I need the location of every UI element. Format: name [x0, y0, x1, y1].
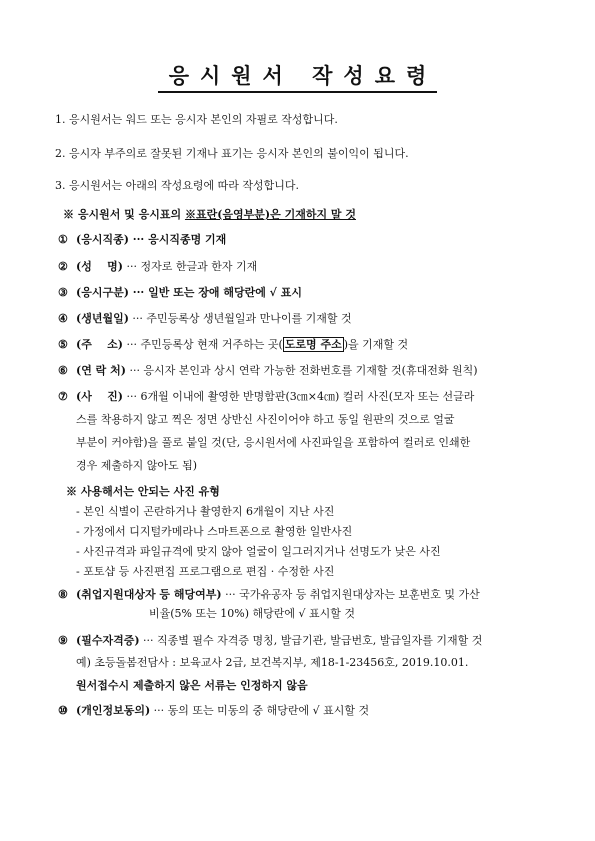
road-address-box: 도로명 주소	[284, 338, 342, 351]
item-number: ②	[58, 260, 68, 273]
item-8	[58, 588, 480, 602]
item-text: ··· 주민등록상 생년월일과 만나이를 기재할 것	[128, 312, 352, 325]
photo-rule-2: - 가정에서 디지털카메라나 스마트폰으로 촬영한 일반사진	[76, 525, 353, 538]
item-number: ①	[58, 233, 68, 246]
item-7	[58, 390, 474, 404]
item-label: (응시구분)	[76, 286, 129, 299]
item-number: ⑩	[58, 704, 68, 717]
note-underlined: ※표란(음영부분)은 기재하지 말 것	[184, 208, 356, 221]
item-8-line-2: 비율(5% 또는 10%) 해당란에 √ 표시할 것	[149, 607, 355, 620]
item-number: ⑨	[58, 634, 68, 647]
item-text: ··· 국가유공자 등 취업지원대상자는 보훈번호 및 가산	[221, 588, 480, 601]
item-text: ··· 응시직종명 기재	[128, 233, 227, 246]
item-text: ··· 응시자 본인과 상시 연락 가능한 전화번호를 기재할 것(휴대전화 원칙)	[125, 364, 478, 377]
item-9	[58, 634, 482, 648]
item-label: (개인정보동의)	[76, 704, 151, 717]
document-title	[0, 60, 595, 90]
item-7-line-4: 경우 제출하지 않아도 됨)	[76, 459, 198, 472]
item-text: ··· 6개월 이내에 촬영한 반명함판(3㎝×4㎝) 컬러 사진(모자 또는 선글라	[122, 390, 475, 403]
item-1	[58, 233, 226, 247]
item-number: ⑤	[58, 338, 68, 351]
photo-rule-4: - 포토샵 등 사진편집 프로그램으로 편집 · 수정한 사진	[76, 565, 335, 578]
item-9-example: 예) 초등돌봄전담사 : 보육교사 2급, 보건복지부, 제18-1-23456호, 2019.10.01.	[76, 656, 469, 669]
item-5	[58, 338, 408, 352]
item-text: ··· 일반 또는 장애 해당란에 √ 표시	[128, 286, 302, 299]
intro-line-3: 3. 응시원서는 아래의 작성요령에 따라 작성합니다.	[55, 179, 299, 192]
item-text: ··· 정자로 한글과 한자 기재	[122, 260, 258, 273]
item-label: (주 소)	[76, 338, 123, 351]
note-line	[63, 208, 356, 222]
item-3	[58, 286, 302, 300]
intro-line-2: 2. 응시자 부주의로 잘못된 기재나 표기는 응시자 본인의 불이익이 됩니다.	[55, 147, 409, 160]
item-text: ··· 주민등록상 현재 거주하는 곳(	[122, 338, 283, 351]
note-prefix: ※ 응시원서 및 응시표의	[63, 208, 185, 221]
item-label: (성 명)	[76, 260, 123, 273]
item-number: ④	[58, 312, 68, 325]
item-number: ③	[58, 286, 68, 299]
item-label: (필수자격증)	[76, 634, 140, 647]
item-number: ⑧	[58, 588, 68, 601]
item-7-line-2: 스를 착용하지 않고 찍은 정면 상반신 사진이어야 하고 동일 원판의 것으로 얼굴	[76, 413, 455, 426]
item-text: ··· 직종별 필수 자격증 명칭, 발급기관, 발급번호, 발급일자를 기재할 것	[139, 634, 483, 647]
photo-rules-heading: ※ 사용해서는 안되는 사진 유형	[66, 485, 220, 498]
item-label: (취업지원대상자 등 해당여부)	[76, 588, 222, 601]
item-2	[58, 260, 257, 274]
item-label: (생년월일)	[76, 312, 129, 325]
item-7-line-3: 부분이 커야함)을 풀로 붙일 것(단, 응시원서에 사진파일을 포함하여 컬러로 인쇄한	[76, 436, 471, 449]
item-9-warning: 원서접수시 제출하지 않은 서류는 인정하지 않음	[76, 679, 308, 692]
intro-line-1: 1. 응시원서는 워드 또는 응시자 본인의 자필로 작성합니다.	[55, 113, 338, 126]
item-number: ⑥	[58, 364, 68, 377]
item-6	[58, 364, 478, 378]
title-text: 응시원서 작성요령	[158, 63, 438, 93]
item-4	[58, 312, 352, 326]
item-10	[58, 704, 369, 718]
photo-rule-1: - 본인 식별이 곤란하거나 촬영한지 6개월이 지난 사진	[76, 505, 335, 518]
item-label: (응시직종)	[76, 233, 129, 246]
item-label: (연 락 처)	[76, 364, 126, 377]
item-number: ⑦	[58, 390, 68, 403]
item-label: (사 진)	[76, 390, 123, 403]
photo-rule-3: - 사진규격과 파일규격에 맞지 않아 얼굴이 일그러지거나 선명도가 낮은 사진	[76, 545, 441, 558]
item-text-after: )을 기재할 것	[343, 338, 409, 351]
item-text: ··· 동의 또는 미동의 중 해당란에 √ 표시할 것	[150, 704, 370, 717]
